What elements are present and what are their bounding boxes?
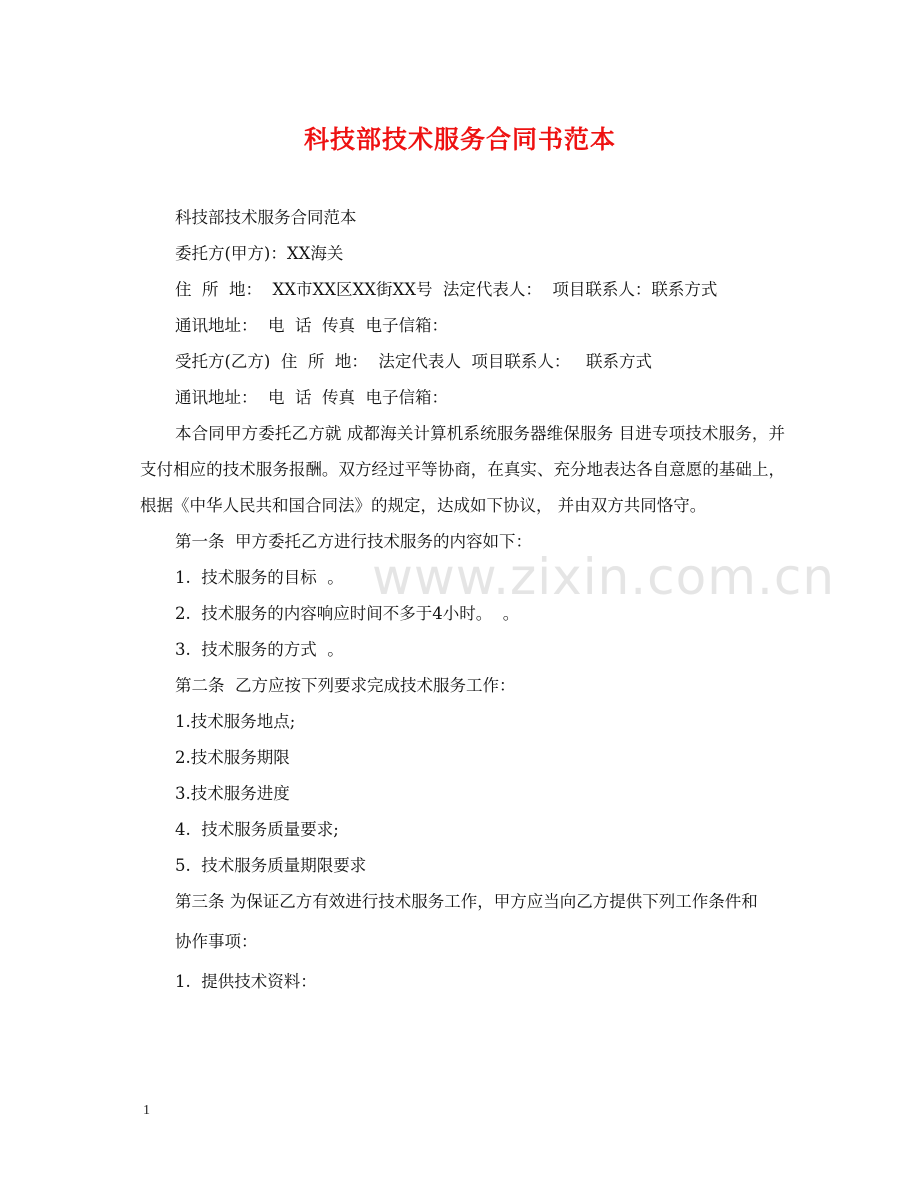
article-1-item-3: 3. 技术服务的方式 。 — [175, 640, 344, 659]
article-3-heading: 第三条 为保证乙方有效进行技术服务工作，甲方应当向乙方提供下列工作条件和 — [175, 892, 758, 911]
paragraph-contractor-contact: 通讯地址： 电 话 传真 电子信箱： — [175, 388, 448, 407]
article-2-item-1: 1.技术服务地点; — [175, 712, 296, 731]
paragraph-preamble: 本合同甲方委托乙方就 成都海关计算机系统服务器维保服务 目进专项技术服务，并支付相应的技术服务报酬。双方经过平等协商，在真实、充分地表达各自意愿的基础上，根据《中华人民共和国合同法》的规定，达成如下协议， 并由双方共同恪守。 — [140, 424, 785, 515]
article-2-item-3: 3.技术服务进度 — [175, 784, 290, 803]
article-2-item-5: 5. 技术服务质量期限要求 — [175, 856, 367, 875]
watermark: www.zixin.com.cn — [372, 548, 836, 606]
article-2-item-2: 2.技术服务期限 — [175, 748, 290, 767]
document-title: 科技部技术服务合同书范本 — [303, 125, 616, 154]
article-2-heading: 第二条 乙方应按下列要求完成技术服务工作： — [175, 676, 516, 695]
article-1-item-2: 2. 技术服务的内容响应时间不多于4小时。 。 — [175, 604, 520, 623]
paragraph-contractor: 受托方(乙方) 住 所 地： 法定代表人 项目联系人： 联系方式 — [175, 352, 653, 371]
paragraph-client-address: 住 所 地： XX市XX区XX街XX号 法定代表人： 项目联系人：联系方式 — [175, 280, 718, 299]
article-1-item-1: 1. 技术服务的目标 。 — [175, 568, 344, 587]
article-1-heading: 第一条 甲方委托乙方进行技术服务的内容如下： — [175, 532, 532, 551]
paragraph-contract-name: 科技部技术服务合同范本 — [175, 208, 357, 227]
article-2-item-4: 4. 技术服务质量要求; — [175, 820, 339, 839]
paragraph-client-contact: 通讯地址： 电 话 传真 电子信箱： — [175, 316, 448, 335]
article-3-item-1: 1. 提供技术资料： — [175, 972, 317, 991]
article-3-continuation: 协作事项： — [175, 932, 258, 951]
page-number: 1 — [143, 1103, 150, 1118]
paragraph-client: 委托方(甲方)：XX海关 — [175, 244, 344, 263]
